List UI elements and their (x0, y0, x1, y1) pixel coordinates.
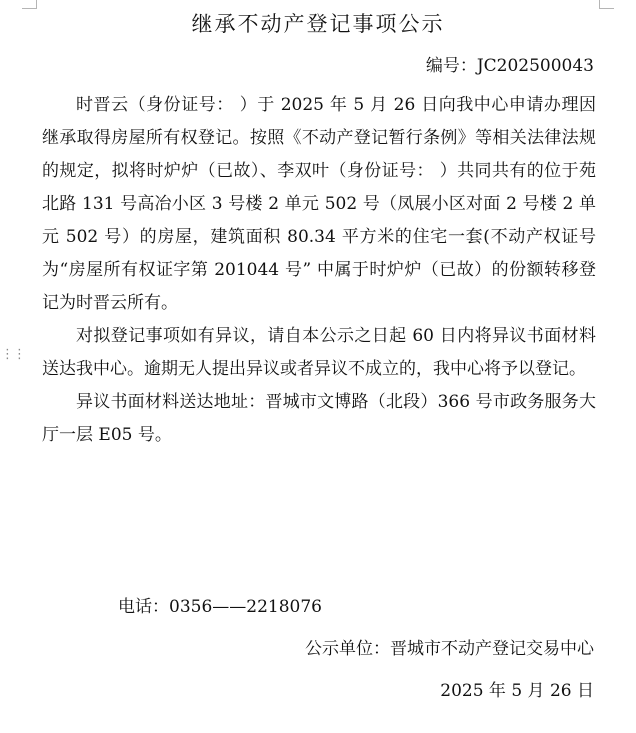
issuing-unit: 公示单位：晋城市不动产登记交易中心 (305, 639, 594, 659)
issue-date: 2025 年 5 月 26 日 (440, 681, 594, 701)
drag-handle-icon[interactable]: ⋮⋮ (1, 347, 25, 362)
paragraph-objection: 对拟登记事项如有异议，请自本公示之日起 60 日内将异议书面材料送达我中心。逾期无人提出异议或者异议不成立的，我中心将予以登记。 (42, 326, 596, 379)
document-title: 继承不动产登记事项公示 (191, 12, 445, 36)
paragraph-main: 时晋云（身份证号： ）于 2025 年 5 月 26 日向我中心申请办理因继承取得房屋所有权登记。按照《不动产登记暂行条例》等相关法律法规的规定，拟将时炉炉（已故）、李双叶（身份证号： ）共同共有的位于苑北路 131 号高冶小区 3 号楼 2 单元 502 号（凤展小区对面 2 号楼 2 单元 502 号）的房屋，建筑面积 80.34 平方米的住宅一套(不动产权证号为“房屋所有权证字第 201044 号” 中属于时炉炉（已故）的份额转移登记为时晋云所有。 (42, 95, 596, 313)
document-number: 编号：JC202500043 (425, 56, 594, 76)
page-corner-mark-right (599, 0, 614, 9)
document-body (42, 89, 596, 452)
page-corner-mark-left (22, 0, 37, 9)
contact-phone: 电话：0356——2218076 (118, 597, 322, 617)
paragraph-address: 异议书面材料送达地址：晋城市文博路（北段）366 号市政务服务大厅一层 E05 号。 (42, 392, 596, 445)
